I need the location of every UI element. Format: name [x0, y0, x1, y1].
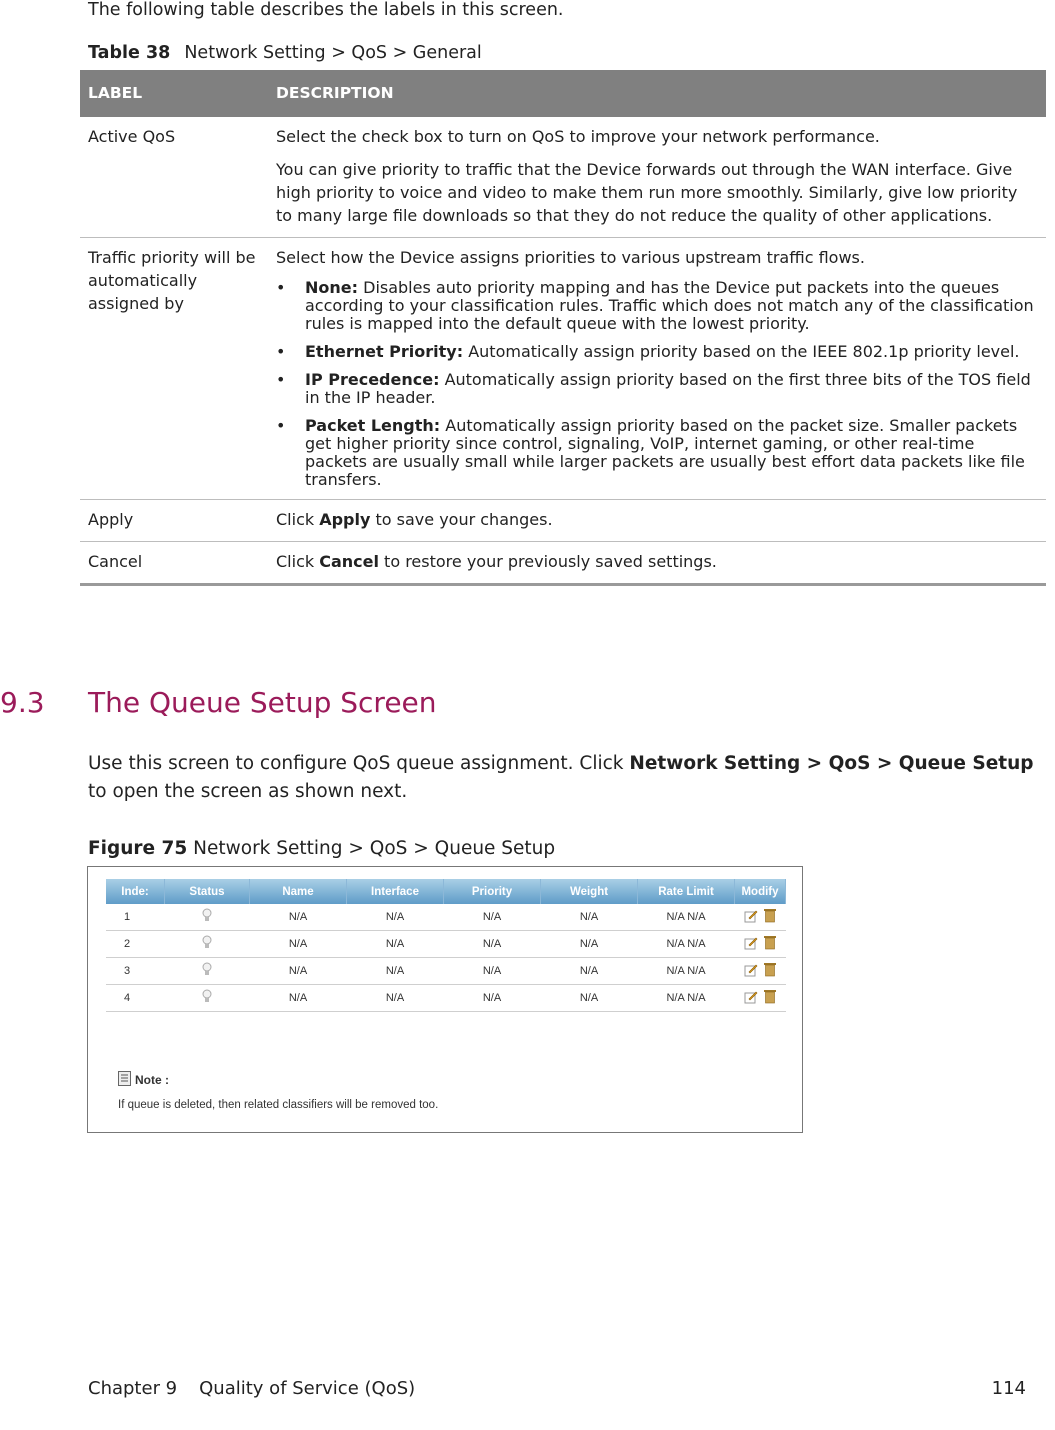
bullet-icon: • — [276, 370, 286, 389]
queue-rate-limit: N/A N/A — [638, 931, 735, 958]
bullet-term: None: — [305, 278, 359, 297]
note-icon — [118, 1071, 131, 1089]
section-number: 9.3 — [0, 686, 45, 719]
queue-status — [165, 904, 250, 931]
delete-icon[interactable] — [764, 935, 776, 953]
note-text: If queue is deleted, then related classifiers will be removed too. — [118, 1099, 439, 1111]
footer-chapter: Chapter 9 — [88, 1378, 178, 1399]
table-row — [106, 904, 786, 931]
row-description — [268, 542, 1046, 585]
status-bulb-icon — [202, 962, 212, 980]
description-bold: Cancel — [319, 552, 379, 571]
queue-table — [106, 879, 786, 1012]
row-label: Cancel — [80, 542, 268, 585]
table-row — [80, 117, 1046, 238]
col-modify: Modify — [735, 879, 786, 904]
queue-interface: N/A — [347, 985, 444, 1012]
section-title: The Queue Setup Screen — [88, 686, 437, 719]
list-item — [276, 371, 1038, 407]
queue-priority: N/A — [444, 958, 541, 985]
bullet-term: Packet Length: — [305, 416, 441, 435]
row-description — [268, 238, 1046, 500]
queue-interface: N/A — [347, 931, 444, 958]
section-paragraph — [88, 750, 1048, 806]
edit-icon[interactable] — [744, 936, 758, 953]
table-row — [106, 985, 786, 1012]
note-heading — [118, 1071, 169, 1089]
bullet-icon: • — [276, 278, 286, 297]
col-index: Inde: — [106, 879, 165, 904]
queue-weight: N/A — [541, 985, 638, 1012]
table-row — [80, 542, 1046, 585]
footer-title: Quality of Service (QoS) — [199, 1378, 416, 1399]
queue-interface: N/A — [347, 904, 444, 931]
queue-status — [165, 985, 250, 1012]
queue-modify — [735, 931, 786, 958]
edit-icon[interactable] — [744, 909, 758, 926]
queue-rate-limit: N/A N/A — [638, 985, 735, 1012]
delete-icon[interactable] — [764, 989, 776, 1007]
col-weight: Weight — [541, 879, 638, 904]
bullet-text: Automatically assign priority based on the first three bits of the TOS field in the IP header. — [305, 370, 1031, 407]
description-text: to save your changes. — [370, 510, 553, 529]
edit-icon[interactable] — [744, 963, 758, 980]
table-number: Table 38 — [88, 43, 171, 63]
page-footer-chapter — [88, 1378, 415, 1399]
col-priority: Priority — [444, 879, 541, 904]
bullet-text: Automatically assign priority based on the IEEE 802.1p priority level. — [463, 342, 1020, 361]
bullet-icon: • — [276, 342, 286, 361]
description-paragraph: Select how the Device assigns priorities to various upstream traffic flows. — [276, 248, 865, 267]
delete-icon[interactable] — [764, 908, 776, 926]
list-item — [276, 417, 1038, 489]
status-bulb-icon — [202, 908, 212, 926]
description-paragraph: Select the check box to turn on QoS to improve your network performance. — [276, 127, 880, 146]
queue-name: N/A — [250, 931, 347, 958]
bullet-text: Automatically assign priority based on the packet size. Smaller packets get higher priority since control, signaling, VoIP, internet gaming, or other real-time packets are usually small while larger packets are usually best effort data packets like file transfers. — [305, 416, 1025, 489]
header-label: LABEL — [80, 70, 268, 117]
paragraph-menu-path: Network Setting > QoS > Queue Setup — [629, 753, 1034, 774]
table-title: Network Setting > QoS > General — [184, 43, 482, 63]
queue-priority: N/A — [444, 904, 541, 931]
description-paragraph: You can give priority to traffic that the Device forwards out through the WAN interface. Give high priority to voice and video to make them run more smoothly. Similarly, give low priority to many large file downloads so that they do not reduce the quality of other applications. — [276, 160, 1018, 225]
page-number: 114 — [991, 1378, 1026, 1399]
list-item — [276, 343, 1038, 361]
description-bold: Apply — [319, 510, 371, 529]
label-description-table — [80, 70, 1046, 586]
queue-index: 1 — [106, 904, 165, 931]
col-status: Status — [165, 879, 250, 904]
bullet-text: Disables auto priority mapping and has the Device put packets into the queues according to your classification rules. Traffic which does not match any of the classification rules is mapped into the default queue with the lowest priority. — [305, 278, 1034, 333]
figure-title: Network Setting > QoS > Queue Setup — [193, 838, 556, 859]
queue-index: 3 — [106, 958, 165, 985]
queue-rate-limit: N/A N/A — [638, 958, 735, 985]
description-text: Click — [276, 510, 320, 529]
table-row — [80, 500, 1046, 542]
col-rate-limit: Rate Limit — [638, 879, 735, 904]
intro-text: The following table describes the labels in this screen. — [88, 0, 564, 20]
table-row — [106, 931, 786, 958]
figure-number: Figure 75 — [88, 838, 188, 859]
col-name: Name — [250, 879, 347, 904]
queue-name: N/A — [250, 904, 347, 931]
table-row — [80, 238, 1046, 500]
table-caption — [88, 43, 482, 63]
paragraph-text: to open the screen as shown next. — [88, 781, 408, 802]
row-description — [268, 117, 1046, 238]
queue-weight: N/A — [541, 904, 638, 931]
row-description — [268, 500, 1046, 542]
queue-weight: N/A — [541, 931, 638, 958]
bullet-term: Ethernet Priority: — [305, 342, 464, 361]
row-label: Traffic priority will be automatically assigned by — [80, 238, 268, 500]
queue-index: 4 — [106, 985, 165, 1012]
delete-icon[interactable] — [764, 962, 776, 980]
queue-priority: N/A — [444, 985, 541, 1012]
queue-setup-screenshot — [87, 866, 803, 1133]
queue-rate-limit: N/A N/A — [638, 904, 735, 931]
description-text: to restore your previously saved settings. — [378, 552, 717, 571]
queue-status — [165, 958, 250, 985]
row-label: Apply — [80, 500, 268, 542]
paragraph-text: Use this screen to configure QoS queue assignment. Click — [88, 753, 630, 774]
queue-name: N/A — [250, 958, 347, 985]
header-description: DESCRIPTION — [268, 70, 1046, 117]
queue-name: N/A — [250, 985, 347, 1012]
list-item — [276, 279, 1038, 333]
row-label: Active QoS — [80, 117, 268, 238]
figure-caption — [88, 838, 555, 859]
status-bulb-icon — [202, 989, 212, 1007]
queue-index: 2 — [106, 931, 165, 958]
queue-weight: N/A — [541, 958, 638, 985]
table-row — [106, 958, 786, 985]
col-interface: Interface — [347, 879, 444, 904]
queue-modify — [735, 985, 786, 1012]
description-text: Click — [276, 552, 320, 571]
status-bulb-icon — [202, 935, 212, 953]
queue-priority: N/A — [444, 931, 541, 958]
note-label: Note : — [135, 1073, 169, 1087]
bullet-icon: • — [276, 416, 286, 435]
edit-icon[interactable] — [744, 990, 758, 1007]
bullet-term: IP Precedence: — [305, 370, 440, 389]
queue-modify — [735, 904, 786, 931]
queue-modify — [735, 958, 786, 985]
queue-interface: N/A — [347, 958, 444, 985]
queue-status — [165, 931, 250, 958]
